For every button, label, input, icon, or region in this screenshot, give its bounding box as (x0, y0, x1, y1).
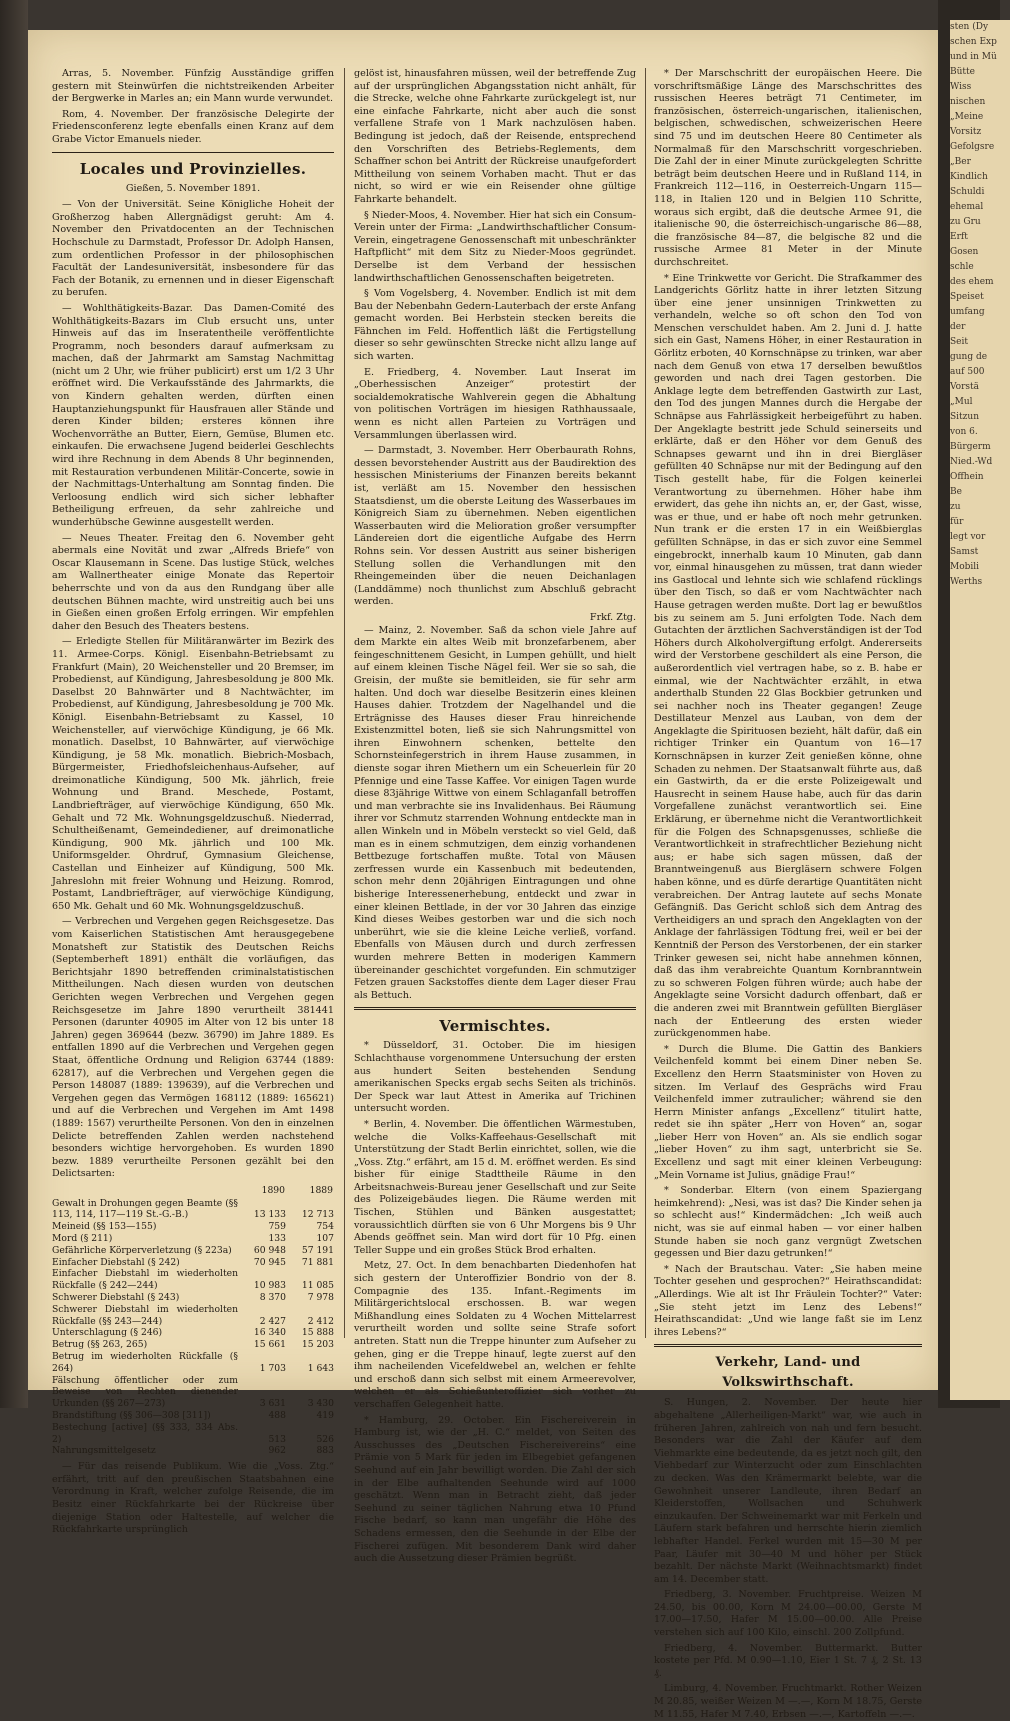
news-item-trinkwette: * Eine Trinkwette vor Gericht. Die Strafkammer des Landgerichts Görlitz hatte in ihrer letzten Sitzung über eine jener unsinnigen Trinkwetten zu verhandeln, welche so oft schon den Tod von Menschen verschuldet haben. Am 2. Juni d. J. hatte sich ein Gast, Namens Höher, in einer Restauration in Görlitz erboten, 40 Kornschnäpse zu trinken, war aber nach dem Genuß von etwa 17 derselben bewußtlos geworden und nach drei Tagen gestorben. Die Anklage legte dem betreffenden Gastwirth zur Last, den Tod des jungen Mannes durch die Hergabe der Schnäpse aus Fahrlässigkeit herbeigeführt zu haben. Der Angeklagte bestritt jede Schuld seinerseits und erklärte, daß er den Höher vor dem Genuß des Schnapses gewarnt und ihn in drei Biergläser gefüllten 40 Schnäpse nur mit der Bedingung auf den Tisch gestellt habe, für die Folgen keinerlei Verantwortung zu übernehmen. Höher habe ihm erwidert, das gehe ihn nichts an, er, der Gast, wisse, was er thue, und er habe oft noch mehr getrunken. Nun trank er die ersten 17 in ein Weißbierglas gefüllten Schnäpse, in das er sich zuvor eine Semmel eingebrockt, innerhalb kaum 10 Minuten, gab dann vor, einmal hinausgehen zu müssen, trat dann wieder ins Gastlocal und lehnte sich wie schlafend rücklings über den Tisch, so daß er vom Nachtwächter nach Hause getragen werden mußte. Dort lag er bewußtlos bis zu seinem am 5. Juni erfolgten Tode. Nach dem Gutachten der ärztlichen Sachverständigen ist der Tod Höhers durch Alkoholvergiftung erfolgt. Andererseits wird der Verstorbene geschildert als eine Person, die außerordentlich viel vertragen habe, so z. B. habe er einmal, wie der Nachtwächter erzählt, in etwa anderthalb Stunden 22 Glas Bockbier getrunken und sei nachher noch ins Theater gegangen! Zeuge Destillateur Menzel aus Lauban, von dem der Angeklagte die Spirituosen bezieht, hält dafür, daß ein richtiger Trinker ein Quantum von 16—17 Kornschnäpsen in kurzer Zeit genießen könne, ohne Schaden zu nehmen. Der Staatsanwalt führte aus, daß ein Gastwirth, da er die erste Polizeigewalt und Hausrecht in seinem Hause habe, auch für das darin Vorgefallene zunächst verantwortlich sei. Eine Erklärung, er übernehme nicht die Verantwortlichkeit für die Folgen des Schnapsgenusses, schließe die Verantwortlichkeit in strafrechtlicher Beziehung nicht aus; er habe sich sagen müssen, daß der Branntweingenuß aus Biergläsern schwere Folgen haben könne, und es dürfe derartige Quantitäten nicht verabreichen. Der Antrag lautete auf sechs Monate Gefängniß. Das Gericht schloß sich dem Antrag des Vertheidigers an und sprach den Angeklagten von der Anklage der fahrlässigen Tödtung frei, weil er bei der Kenntniß der Person des Verstorbenen, der ein starker Trinker gewesen sei, nicht habe annehmen können, daß das ihm verabreichte Quantum Kornbranntwein zu so schweren Folgen führen würde; auch habe der Angeklagte seine Vorsicht dadurch offenbart, daß er die anderen zwei mit Branntwein gefüllten Biergläser nach der Entleerung des ersten wieder zurückgenommen habe. (654, 272, 922, 1040)
table-cell-label: Schwerer Diebstahl im wiederholten Rückfalle (§§ 243—244) (52, 1303, 238, 1327)
news-item-duesseldorf: * Düsseldorf, 31. October. Die im hiesigen Schlachthause vorgenommene Untersuchung der ersten aus hundert Seiten bestehenden Sendung amerikanischen Specks ergab sechs Seiten als trichinös. Der Speck war laut Attest in Amerika auf Trichinen untersucht worden. (354, 1040, 636, 1115)
table-row (52, 1198, 334, 1222)
crime-statistics-table (52, 1184, 334, 1457)
section-divider (52, 152, 334, 153)
column-2 (354, 68, 636, 1565)
market-report-butter: Friedberg, 4. November. Buttermarkt. Butter kostete per Pfd. M 0.90—1.10, Eier 1 St. 7 ₰, 2 St. 13 ₰. (654, 1642, 922, 1679)
news-item-hungen: S. Hungen, 2. November. Der heute hier abgehaltene „Allerheiligen-Markt“ war, wie auch in früheren Jahren, zahlreich von nah und fern besucht. Besonders war die Zahl der Käufer auf dem Viehmarkte eine bedeutende, da es jetzt noch gilt, den Viehbedarf zur Winterzucht oder zum Einschlachten zu decken. Was den Krämermarkt belebte, war die Gewohnheit unserer Landleute, ihren Bedarf an Kleiderstoffen, Wollsachen und Schuhwerk einzukaufen. Der Schweinemarkt war mit Ferkeln und Läufern stark befahren und herrschte hierin ziemlich lebhafter Handel. Ferkel wurden mit 15—30 M per Paar, Läufer mit 30—40 M und höher per Stück bezahlt. Der nächste Markt (Weihnachtsmarkt) findet am 14. December statt. (654, 1397, 922, 1585)
neighbor-line: ehemal (950, 202, 984, 212)
neighbor-line: und in Mü (950, 52, 997, 62)
table-cell-1890: 15 661 (253, 1339, 286, 1351)
neighbor-line: Nied.-Wd (950, 457, 993, 467)
neighbor-line: „Meine (950, 112, 984, 122)
neighbor-line: Speiset (950, 292, 984, 302)
neighbor-line: schen Exp (950, 37, 997, 47)
news-item-marschschritt: * Der Marschschritt der europäischen Heere. Die vorschriftsmäßige Länge des Marschschrittes des russischen Heeres beträgt 71 Centimeter, im französischen, österreich-ungarischen, italienischen, belgischen, schwedischen, schweizerischen Heere sind 75 und im deutschen Heere 80 Centimeter als Normalmaß für den Marschschritt vorgeschrieben. Die Zahl der in einer Minute zurückgelegten Schritte beträgt beim deutschen Heere und in Rußland 114, in Frankreich 112—116, in Oesterreich-Ungarn 115—118, in Italien 120 und in Belgien 110 Schritte, woraus sich ergibt, daß die deutsche Armee 91, die italienische 90, die österreichisch-ungarische 86—88, die französische 84—87, die belgische 82 und die russische Armee 81 Meter in der Minute durchschreitet. (654, 68, 922, 268)
market-report-fruchtpreise: Friedberg, 3. November. Fruchtpreise. Weizen M 24.50, bis 00.00, Korn M 24.00—00.00, Gerste M 17.00—17.50, Hafer M 15.00—00.00. Alle Preise verstehen sich auf 100 Kilo, einschl. 200 Zollpfund. (654, 1589, 922, 1639)
news-item-theater: — Neues Theater. Freitag den 6. November geht abermals eine Novität und zwar „Alfreds Briefe“ von Oscar Klausemann in Scene. Das lustige Stück, welches am Wallnertheater einige Monate das Repertoir beherrschte und von da aus den Rundgang über alle deutschen Bühnen machte, wird unstreitig auch bei uns in Gießen einen großen Erfolg erringen. Wir empfehlen daher den Besuch des Theaters bestens. (52, 532, 334, 632)
news-item-bazar: — Wohlthätigkeits-Bazar. Das Damen-Comité des Wohlthätigkeits-Bazars im Club ersucht uns, unter Hinweis auf das im Inseratentheile veröffentlichte Programm, noch besonders darauf aufmerksam zu machen, daß der Jahrmarkt am Samstag Nachmittag (nicht um 2 Uhr, wie früher publicirt) erst um 1/2 3 Uhr eröffnet wird. Die Verkaufsstände des Jahrmarkts, die von Kindern gehalten werden, dürften einen Hauptanziehungspunkt für Hausfrauen aller Stände und deren Kinder bilden; ersteres können ihre Wochenvorräthe an Butter, Eiern, Gemüse, Blumen etc. einkaufen. Die erwachsene Jugend beiderlei Geschlechts wird ihre Rechnung in dem Abends 8 Uhr beginnenden, mit Restauration verbundenen Militär-Concerte, sowie in der Nachmittags-Unterhaltung am Sonntag finden. Die Verloosung endlich wird sich sicher lebhafter Betheiligung erfreuen, da sehr zahlreiche und wunderhübsche Gewinne ausgestellt werden. (52, 302, 334, 528)
news-item-sonderbar: * Sonderbar. Eltern (von einem Spaziergang heimkehrend): „Nesi, was ist das? Die Kinder sehen ja so schlecht aus!“ Kindermädchen: „Ich weiß auch nicht, was sie auf einmal haben — vor einer halben Stunde haben sie noch ganz vergnügt Zwetschen gegessen und Bier dazu getrunken!“ (654, 1185, 922, 1260)
table-cell-1889: 57 191 (301, 1244, 334, 1256)
table-cell-1890: 16 340 (253, 1327, 286, 1339)
neighbor-line: Samst (950, 547, 979, 557)
table-cell-label: Mord (§ 211) (52, 1233, 113, 1245)
neighbor-line: Wiss (950, 82, 972, 92)
table-cell-1889: 526 (316, 1433, 334, 1445)
neighbor-line: von 6. (950, 427, 978, 437)
table-row (52, 1257, 334, 1269)
table-row (52, 1422, 334, 1446)
table-row (52, 1445, 334, 1457)
table-cell-label: Betrug (§§ 263, 265) (52, 1339, 148, 1351)
table-cell-1890: 70 945 (253, 1256, 286, 1268)
table-cell-1890: 2 427 (259, 1315, 286, 1327)
table-cell-1889: 107 (316, 1233, 334, 1245)
table-cell-1890: 513 (268, 1433, 286, 1445)
table-row (52, 1304, 334, 1328)
neighbor-line: „Ber (950, 157, 971, 167)
table-cell-1889: 7 978 (307, 1292, 334, 1304)
table-cell-1889: 754 (316, 1221, 334, 1233)
table-row (52, 1292, 334, 1304)
news-item-reisende: — Für das reisende Publikum. Wie die „Voss. Ztg.“ erfährt, tritt auf den preußischen Staatsbahnen eine Verordnung in Kraft, welcher zufolge Reisende, die im Besitz einer Rückfahrkarte bei der Rückreise über diejenige Station oder Haltestelle, auf welcher die Rückfahrkarte ursprünglich (52, 1461, 334, 1536)
table-cell-label: Bestechung [active] (§§ 333, 334 Abs. 2) (52, 1421, 238, 1445)
table-cell-label: Unterschlagung (§ 246) (52, 1327, 163, 1339)
market-report-limburg: Limburg, 4. November. Fruchtmarkt. Rother Weizen M 20.85, weißer Weizen M —.—, Korn M 18.75, Gerste M 11.55, Hafer M 7.40, Erbsen —.—, Kartoffeln —.—. (654, 1683, 922, 1720)
table-row (52, 1410, 334, 1422)
neighbor-line: Offhein (950, 472, 984, 482)
table-cell-label: Schwerer Diebstahl (§ 243) (52, 1292, 180, 1304)
table-row (52, 1351, 334, 1375)
table-cell-1890: 10 983 (253, 1280, 286, 1292)
table-cell-1890: 8 370 (259, 1292, 286, 1304)
table-cell-1889: 15 203 (301, 1339, 334, 1351)
table-cell-label: Brandstiftung (§§ 306—308 [311]) (52, 1410, 211, 1422)
table-cell-1889: 12 713 (301, 1209, 334, 1221)
news-item-nieder-moos: § Nieder-Moos, 4. November. Hier hat sich ein Consum-Verein unter der Firma: „Landwirthschaftlicher Consum-Verein, eingetragene Genossenschaft mit unbeschränkter Haftpflicht“ mit dem Sitz zu Nieder-Moos gegründet. Derselbe ist dem Verband der hessischen landwirthschaftlichen Genossenschaften beigetreten. (354, 209, 636, 284)
neighbor-line: Gefolgsre (950, 142, 995, 152)
neighbor-line: sten (Dy (950, 22, 989, 32)
table-cell-1890: 962 (268, 1445, 286, 1457)
table-cell-1889: 71 881 (301, 1256, 334, 1268)
left-page-edge (0, 0, 28, 1408)
dateline: Gießen, 5. November 1891. (125, 182, 261, 194)
source-credit: Frkf. Ztg. (589, 611, 636, 623)
table-cell-1890: 759 (268, 1221, 286, 1233)
news-item-vogelsberg: § Vom Vogelsberg, 4. November. Endlich ist mit dem Bau der Nebenbahn Gedern-Lauterbach der erste Anfang gemacht worden. Bei Herbstein stecken bereits die Fähnchen im Feld. Hoffentlich läßt die Fertigstellung dieser so sehr gewünschten Strecke nicht allzu lange auf sich warten. (354, 288, 636, 363)
neighbor-line: der (950, 322, 966, 332)
table-cell-1889: 419 (316, 1410, 334, 1422)
news-item-berlin: * Berlin, 4. November. Die öffentlichen Wärmestuben, welche die Volks-Kaffeehaus-Gesellschaft mit Unterstützung der Stadt Berlin einrichtet, sollen, wie die „Voss. Ztg.“ erfährt, am 15 d. M. eröffnet werden. Es sind bisher für einige Stadttheile Räume in den Arbeitsnachweis-Bureau jener Gesellschaft und zur Seite des Polizeigebäudes liegen. Die Räume werden mit Tischen, Stühlen und Bänken ausgestattet; voraussichtlich dürften sie von 6 Uhr Morgens bis 9 Uhr Abends geöffnet sein. Man wird dort für 10 Pfg. einen Teller Suppe und ein großes Stück Brod erhalten. (354, 1118, 636, 1256)
table-cell-1889: 883 (316, 1445, 334, 1457)
column-3 (654, 68, 922, 1720)
neighbor-line: gung de (950, 352, 988, 362)
section-divider (354, 1007, 636, 1010)
column-rule (344, 68, 345, 1338)
table-cell-1889: 11 085 (301, 1280, 334, 1292)
neighbor-line: Sitzun (950, 412, 979, 422)
table-cell-1889: 2 412 (307, 1315, 334, 1327)
table-cell-label: Meineid (§§ 153—155) (52, 1221, 157, 1233)
neighbor-line: Erft (950, 232, 968, 242)
news-item-verbrechen: — Verbrechen und Vergehen gegen Reichsgesetze. Das vom Kaiserlichen Statistischen Amt herausgegebene Monatsheft zur Statistik des Deutschen Reichs (Septemberheft 1891) enthält die vorläufigen, das Berichtsjahr 1890 betreffenden criminalstatistischen Mittheilungen. Nach diesen wurden von deutschen Gerichten wegen Verbrechen und Vergehen gegen Reichsgesetze im Jahre 1890 verurtheilt 381441 Personen (darunter 40905 im Alter von 12 bis unter 18 Jahren) gegen 369644 (bezw. 36790) im Jahre 1889. Es entfallen 1890 auf die Verbrechen und Vergehen gegen Staat, öffentliche Ordnung und Religion 63744 (1889: 62817), auf die Verbrechen und Vergehen gegen die Person 148087 (1889: 139639), auf die Verbrechen und Vergehen gegen das Vermögen 168112 (1889: 165621) und auf die Verbrechen und Vergehen im Amt 1498 (1889: 1567) verurtheilte Personen. Von den in einzelnen Delicte betreffenden Zahlen werden nachstehend besonders wichtige hervorgehoben. Es wurden 1890 bezw. 1889 verurtheilte Personen gezählt bei den Delictsarten: (52, 916, 334, 1180)
table-row (52, 1375, 334, 1410)
table-cell-label: Gewalt in Drohungen gegen Beamte (§§ 113, 114, 117—119 St.-G.-B.) (52, 1197, 238, 1221)
news-item-darmstadt: — Darmstadt, 3. November. Herr Oberbaurath Rohns, dessen bevorstehender Austritt aus der Baudirektion des hessischen Ministeriums der Finanzen bereits bekannt ist, verläßt am 15. November den hessischen Staatsdienst, um die oberste Leitung des Wasserbaues im Königreich Siam zu übernehmen. Neben eigentlichen Wasserbauten wird die Melioration großer versumpfter Ländereien dort die eigentliche Aufgabe des Herrn Rohns sein. Vor dessen Austritt aus seiner bisherigen Stellung sollen die Verhandlungen mit den Rheingemeinden über die neuen Deichanlagen (Landdämme) noch thunlichst zum Abschluß gebracht werden. (354, 445, 636, 608)
neighbor-line: Seit (950, 337, 968, 347)
table-cell-1889: 1 643 (307, 1362, 334, 1374)
news-item-hamburg: * Hamburg, 29. October. Ein Fischereiverein in Hamburg ist, wie der „H. C.“ meldet, von Seiten des Ausschusses des „Deutschen Fischereivereins“ eine Prämie von 5 Mark für jeden im Elbegebiet gefangenen Seehund auf ein Jahr bewilligt worden. Die Zahl der sich in der Elbe aufhaltenden Seehunde wird auf 1000 geschätzt. Wenn man in Betracht zieht, daß jeder Seehund zu seiner täglichen Nahrung etwa 10 Pfund Fische bedarf, so kann man ungefähr die Höhe des Schadens ermessen, den die Seehunde in der Elbe der Fischerei zufügen. Mit besonderem Dank wird daher auch die Aussetzung dieser Prämien begrüßt. (354, 1414, 636, 1565)
neighbor-line: „Mul (950, 397, 973, 407)
neighbor-line: Mobili (950, 562, 980, 572)
news-item-universitaet: — Von der Universität. Seine Königliche Hoheit der Großherzog haben Allergnädigst geruht: Am 4. November den Privatdocenten an der Technischen Hochschule zu Darmstadt, Professor Dr. Adolph Hansen, zum ordentlichen Professor in der philosophischen Facultät der Landesuniversität, insbesondere für das Fach der Botanik, zu ernennen und in dieser Eigenschaft zu berufen. (52, 199, 334, 299)
table-cell-label: Betrug im wiederholten Rückfalle (§ 264) (52, 1351, 238, 1374)
neighbor-line: Gosen (950, 247, 979, 257)
neighbor-line: umfang (950, 307, 985, 317)
news-item-continuation: gelöst ist, hinausfahren müssen, weil der betreffende Zug auf der ursprünglichen Abgangsstation nicht anhält, für die Strecke, welche ohne Fahrkarte zurückgelegt ist, nur eine einfache Fahrkarte, nicht aber auch die sonst verfallene Strafe von 1 Mark nachzulösen haben. Bedingung ist jedoch, daß der Reisende, entsprechend den Vorschriften des Betriebs-Reglements, dem Schaffner schon bei Antritt der Rückreise unaufgefordert Mittheilung von seinem Vorhaben macht. Thut er das nicht, so wird er wie ein Reisender ohne gültige Fahrkarte behandelt. (354, 68, 636, 205)
table-row (52, 1327, 334, 1339)
news-item-arras: Arras, 5. November. Fünfzig Ausständige griffen gestern mit Steinwürfen die nichtstreikenden Arbeiter der Bergwerke in Marles an; ein Mann wurde verwundet. (52, 68, 334, 105)
neighboring-page-fragment (950, 20, 1010, 1400)
table-cell-label: Einfacher Diebstahl (§ 242) (52, 1256, 180, 1268)
neighbor-line: zu (950, 502, 961, 512)
neighbor-line: Vorsitz (950, 127, 982, 137)
section-heading-locales: Locales und Provinzielles. (79, 159, 307, 178)
table-cell-1890: 133 (268, 1233, 286, 1245)
table-row (52, 1233, 334, 1245)
neighbor-line: Werths (950, 577, 983, 587)
neighbor-line: Bürgerm (950, 442, 991, 452)
table-row (52, 1268, 334, 1292)
neighbor-line: Kindlich (950, 172, 988, 182)
news-item-friedberg: E. Friedberg, 4. November. Laut Inserat im „Oberhessischen Anzeiger“ protestirt der socialdemokratische Wahlverein gegen die Abhaltung von politischen Vorträgen im hiesigen Rathhaussaale, wenn es nicht allen Parteien zu Vorträgen und Versammlungen überlassen wird. (354, 366, 636, 441)
table-cell-1890: 3 631 (259, 1398, 286, 1410)
section-heading-verkehr: Verkehr, Land- und Volkswirthschaft. (715, 1355, 861, 1391)
neighbor-line: des ehem (950, 277, 994, 287)
table-cell-label: Nahrungsmittelgesetz (52, 1445, 156, 1457)
neighbor-line: schle (950, 262, 974, 272)
column-rule (645, 68, 646, 1338)
table-row (52, 1221, 334, 1233)
neighbor-line: legt vor (950, 532, 986, 542)
table-cell-label: Fälschung öffentlicher oder zum Beweise von Rechten dienender Urkunden (§§ 267—273) (52, 1374, 238, 1410)
table-cell-label: Einfacher Diebstahl im wiederholten Rückfalle (§ 242—244) (52, 1268, 238, 1292)
table-header-1889: 1889 (309, 1184, 333, 1196)
neighbor-line: auf 500 (950, 367, 985, 377)
table-cell-1890: 1 703 (259, 1362, 286, 1374)
neighbor-line: nischen (950, 97, 986, 107)
news-item-militaeranwaerter: — Erledigte Stellen für Militäranwärter im Bezirk des 11. Armee-Corps. Königl. Eisenbahn-Betriebsamt zu Frankfurt (Main), 20 Weichensteller und 20 Bremser, im Probedienst, auf Kündigung, Jahresbesoldung je 800 Mk. Daselbst 20 Bahnwärter und 8 Nachtwächter, im Probedienst, auf Kündigung, Jahresbesoldung je 700 Mk. Königl. Eisenbahn-Betriebsamt zu Kassel, 10 Weichensteller, auf vierwöchige Kündigung, je 66 Mk. monatlich. Daselbst, 10 Bahnwärter, auf vierwöchige Kündigung, je 58 Mk. monatlich. Biebrich-Mosbach, Bürgermeister, Friedhofsleichenhaus-Aufseher, auf dreimonatliche Kündigung, 500 Mk. jährlich, freie Wohnung und Brand. Meschede, Postamt, Landbriefträger, auf vierwöchige Kündigung, 650 Mk. Gehalt und 72 Mk. Wohnungsgeldzuschuß. Niederrad, Schultheißenamt, Gemeindediener, auf dreimonatliche Kündigung, 900 Mk. jährlich und 100 Mk. Uniformsgelder. Ohrdruf, Gymnasium Gleichense, Castellan und Einheizer auf Kündigung, 500 Mk. Jahreslohn mit freier Wohnung und Heizung. Romrod, Postamt, Landbriefträger, auf vierwöchige Kündigung, 650 Mk. Gehalt und 60 Mk. Wohnungsgeldzuschuß. (52, 636, 334, 912)
news-item-durch-die-blume: * Durch die Blume. Die Gattin des Bankiers Veilchenfeld kommt bei einem Diner neben Se. Excellenz den Herrn Staatsminister von Hoven zu sitzen. Im Verlauf des Gesprächs wird Frau Veilchenfeld immer zutraulicher; während sie den Herrn Minister anfangs „Excellenz“ titulirt hatte, redet sie ihn später „Herr von Hoven“ an, sogar „lieber Herr von Hoven“ an. Als sie endlich sogar „lieber Hoven“ zu ihm sagt, unterbricht sie Se. Excellenz und sagt mit einer kleinen Verbeugung: „Mein Vorname ist Julius, gnädige Frau!“ (654, 1043, 922, 1181)
news-item-metz: Metz, 27. Oct. In dem benachbarten Diedenhofen hat sich gestern der Unteroffizier Bondrio von der 8. Compagnie des 135. Infant.-Regiments im Militärgerichtslocal erschossen. B. war wegen Mißhandlung eines Soldaten zu 4 Wochen Mittelarrest verurtheilt worden und sollte seine Strafe sofort antreten. Statt nun die Treppe hinunter zum Aufseher zu gehen, ging er die Treppe hinauf, legte zuerst auf den ihm nacheilenden Vicefeldwebel an, welchen er fehlte und erschoß dann sich selbst mit einem Armeerevolver, welchen er als Schießunteroffizier sich vorher zu verschaffen Gelegenheit hatte. (354, 1260, 636, 1410)
neighbor-line: Vorstä (950, 382, 979, 392)
neighbor-line: Bütte (950, 67, 975, 77)
table-row (52, 1245, 334, 1257)
section-heading-vermischtes: Vermischtes. (439, 1017, 551, 1036)
table-header-1890: 1890 (261, 1184, 285, 1196)
news-item-rom: Rom, 4. November. Der französische Delegirte der Friedensconferenz legte ebenfalls einen Kranz auf dem Grabe Victor Emanuels nieder. (52, 108, 334, 145)
neighbor-line: zu Gru (950, 217, 981, 227)
table-row (52, 1339, 334, 1351)
neighbor-line: Be (950, 487, 962, 497)
table-cell-1890: 488 (268, 1410, 286, 1422)
table-cell-1890: 60 948 (253, 1244, 286, 1256)
section-divider (654, 1344, 922, 1347)
neighbor-line: für (950, 517, 964, 527)
news-item-mainz: — Mainz, 2. November. Saß da schon viele Jahre auf dem Markte ein altes Weib mit bronzefarbenem, aber feingeschnittenem Gesicht, in Lumpen gehüllt, und hielt auf einem kleinen Tische Nägel feil. Wer sie so sah, die Greisin, der mußte sie bemitleiden, sie für sehr arm halten. Und doch war dieselbe Besitzerin eines kleinen Hauses dahier. Trotzdem der Nagelhandel und die Erträgnisse des Hauses dieser Frau hinreichende Existenzmittel boten, ließ sie sich Nahrungsmittel von ihren Einwohnern schenken, bettelte den Schornsteinfegerstrich in ihrem Hause zusammen, in dienste sogar ihren Miethern um ein Scheuerlein für 20 Pfennige und eine Tasse Kaffee. Vor einigen Tagen wurde diese 83jährige Wittwe von einem Schlaganfall betroffen und man verbrachte sie ins Invalidenhaus. Bei Räumung ihrer vor Schmutz starrenden Wohnung entdeckte man in allen Winkeln und in Möbeln versteckt so viel Geld, daß man es in einem schmutzigen, dem einzig vorhandenen Bettbezuge fortschaffen mußte. Total von Mäusen zerfressen wurde ein Kassenbuch mit bedeutenden, schon mehr denn 20jährigen Eintragungen und ohne bisherige Interessenerhebung, entdeckt und zwar in einer kleinen Bettlade, in der vor 30 Jahren das einzige Kind dieses Weibes gestorben war und die sich noch unberührt, wie sie die kleine Leiche verließ, vorfand. Ebenfalls von Mäusen durch und durch zerfressen wurden mehrere Betten in moderigen Kammern übereinander geschichtet vorgefunden. Ein schmutziger Fetzen grauen Sackstoffes diente dem Lager dieser Frau als Bettuch. (354, 624, 636, 1001)
table-cell-label: Gefährliche Körperverletzung (§ 223a) (52, 1244, 232, 1256)
neighbor-line: Schuldi (950, 187, 985, 197)
table-cell-1889: 15 888 (301, 1327, 334, 1339)
table-cell-1890: 13 133 (253, 1209, 286, 1221)
table-header-row (52, 1184, 334, 1198)
news-item-brautschau: * Nach der Brautschau. Vater: „Sie haben meine Tochter gesehen und gesprochen?“ Heirathscandidat: „Allerdings. Wie alt ist Ihr Fräulein Tochter?“ Vater: „Sie steht jetzt im Lenz des Lebens!“ Heirathscandidat: „Und wie lange faßt sie im Lenz ihres Lebens?“ (654, 1263, 922, 1338)
table-cell-1889: 3 430 (307, 1398, 334, 1410)
column-1 (52, 68, 334, 1536)
